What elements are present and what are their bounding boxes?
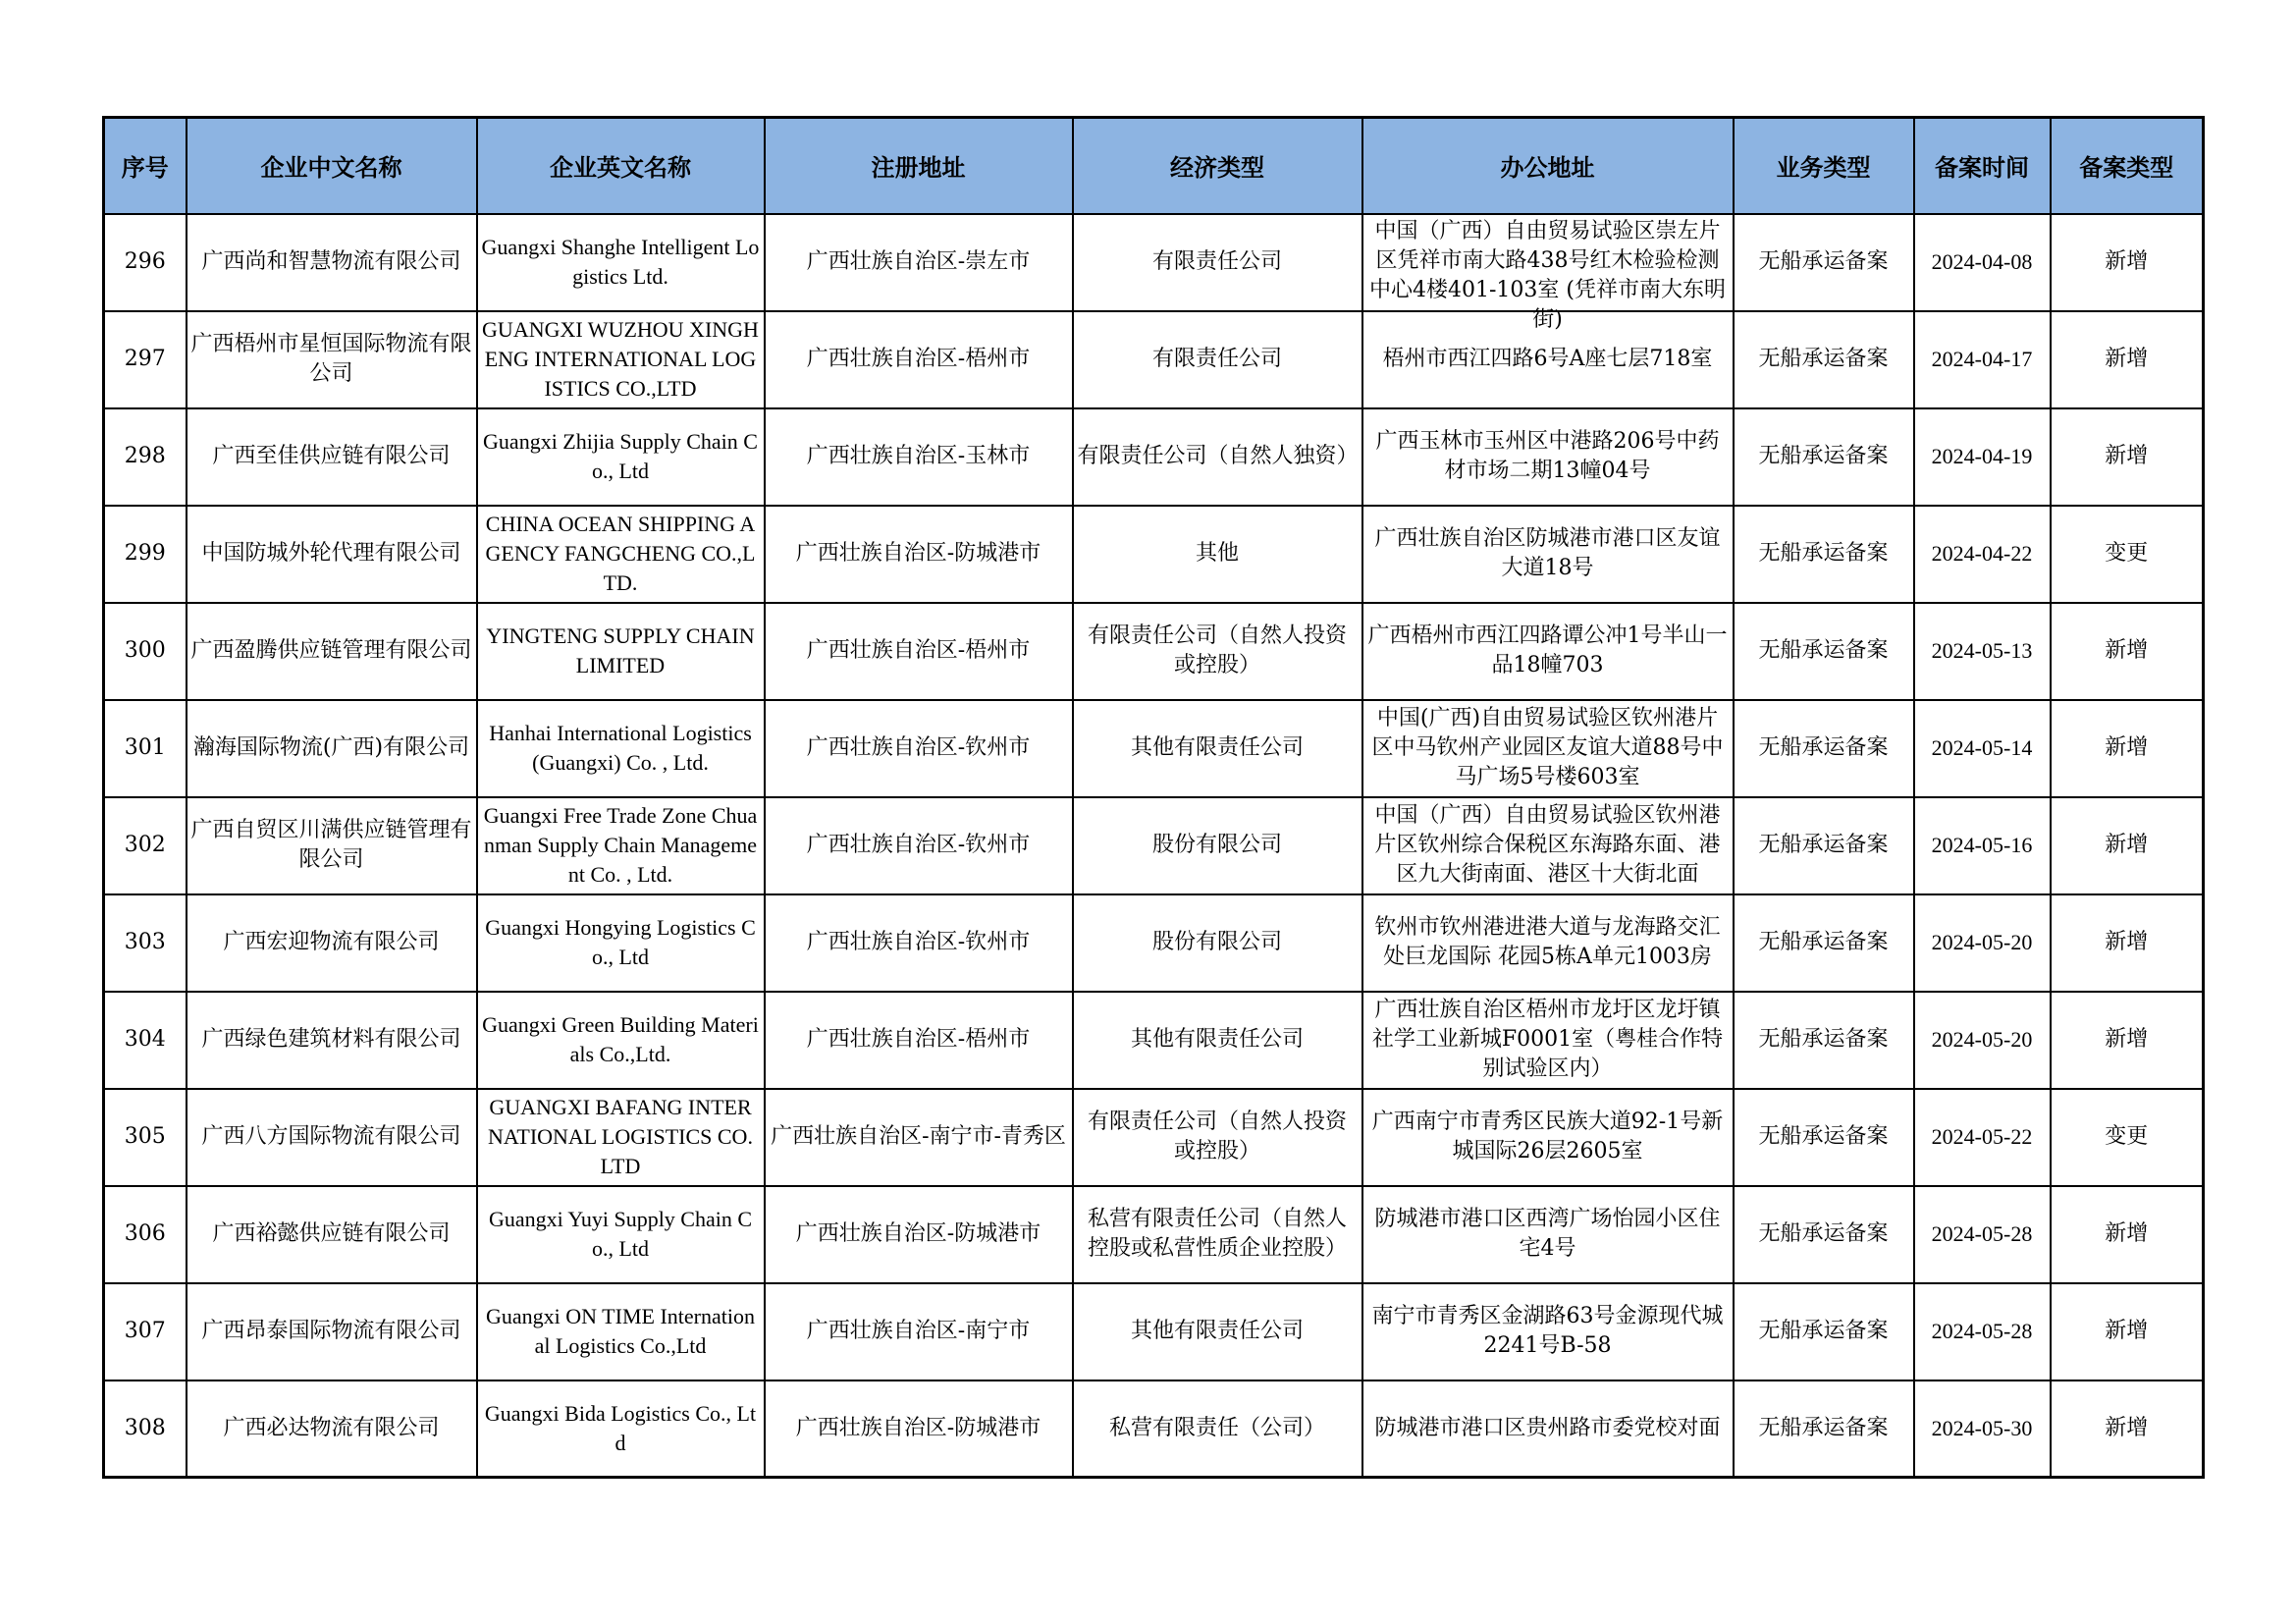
cell-biz-type xyxy=(1734,1186,1914,1283)
cell-cn-name xyxy=(187,797,477,894)
table-row xyxy=(104,894,2204,992)
cell-no-text: 296 xyxy=(124,249,166,274)
cell-date-text: 2024-05-28 xyxy=(1931,1319,2033,1343)
cell-office-addr xyxy=(1362,797,1734,894)
cell-filing-type xyxy=(2051,1186,2204,1283)
table-row xyxy=(104,506,2204,603)
cell-reg-addr-text: 广西壮族自治区-梧州市 xyxy=(806,1027,1031,1052)
cell-no xyxy=(104,894,187,992)
cell-econ-type-text: 其他有限责任公司 xyxy=(1130,735,1304,760)
cell-filing-type-text: 新增 xyxy=(2105,1319,2149,1343)
col-header-biz-type: 业务类型 xyxy=(1734,118,1914,214)
cell-no xyxy=(104,1089,187,1186)
cell-date xyxy=(1914,894,2051,992)
cell-office-addr-text: 防城港市港口区西湾广场怡园小区住宅4号 xyxy=(1374,1207,1721,1261)
cell-econ-type xyxy=(1073,603,1362,700)
cell-biz-type xyxy=(1734,894,1914,992)
cell-date-text: 2024-05-22 xyxy=(1931,1124,2033,1149)
cell-filing-type xyxy=(2051,311,2204,408)
cell-reg-addr xyxy=(765,894,1073,992)
cell-filing-type xyxy=(2051,700,2204,797)
cell-cn-name-text: 广西昂泰国际物流有限公司 xyxy=(201,1319,461,1343)
cell-office-addr xyxy=(1362,1380,1734,1478)
cell-office-addr xyxy=(1362,894,1734,992)
cell-no-text: 304 xyxy=(124,1027,166,1052)
table-row xyxy=(104,311,2204,408)
header-row xyxy=(104,118,2204,214)
col-header-reg-addr: 注册地址 xyxy=(765,118,1073,214)
cell-date-text: 2024-04-17 xyxy=(1931,347,2033,371)
cell-en-name xyxy=(477,506,765,603)
cell-filing-type xyxy=(2051,894,2204,992)
cell-office-addr xyxy=(1362,1186,1734,1283)
cell-cn-name xyxy=(187,700,477,797)
cell-en-name-text: Hanhai International Logistics (Guangxi) Co. , Ltd. xyxy=(489,721,752,775)
cell-reg-addr-text: 广西壮族自治区-防城港市 xyxy=(795,541,1041,566)
cell-en-name xyxy=(477,408,765,506)
cell-reg-addr xyxy=(765,700,1073,797)
cell-cn-name-text: 广西裕懿供应链有限公司 xyxy=(212,1221,451,1246)
cell-office-addr xyxy=(1362,603,1734,700)
cell-date xyxy=(1914,311,2051,408)
col-header-office-addr: 办公地址 xyxy=(1362,118,1734,214)
cell-biz-type xyxy=(1734,311,1914,408)
cell-reg-addr xyxy=(765,1186,1073,1283)
cell-cn-name-text: 广西至佳供应链有限公司 xyxy=(212,444,451,468)
cell-reg-addr-text: 广西壮族自治区-崇左市 xyxy=(806,249,1031,274)
cell-biz-type-text: 无船承运备案 xyxy=(1758,249,1889,274)
cell-reg-addr xyxy=(765,1089,1073,1186)
cell-en-name-text: GUANGXI WUZHOU XINGHENG INTERNATIONAL LOGISTICS CO.,LTD xyxy=(482,317,759,401)
cell-office-addr-text: 防城港市港口区贵州路市委党校对面 xyxy=(1374,1415,1721,1440)
cell-filing-type-text: 新增 xyxy=(2105,1027,2149,1052)
cell-office-addr-text: 广西梧州市西江四路谭公冲1号半山一品18幢703 xyxy=(1367,623,1728,677)
cell-no-text: 305 xyxy=(124,1124,166,1149)
cell-reg-addr xyxy=(765,214,1073,311)
cell-filing-type-text: 新增 xyxy=(2105,638,2149,663)
cell-en-name-text: CHINA OCEAN SHIPPING AGENCY FANGCHENG CO.,LTD. xyxy=(485,512,756,595)
cell-en-name xyxy=(477,1089,765,1186)
cell-biz-type-text: 无船承运备案 xyxy=(1758,1027,1889,1052)
cell-reg-addr-text: 广西壮族自治区-钦州市 xyxy=(806,930,1031,954)
cell-filing-type-text: 新增 xyxy=(2105,735,2149,760)
cell-date xyxy=(1914,408,2051,506)
col-header-filing-type: 备案类型 xyxy=(2051,118,2204,214)
cell-biz-type-text: 无船承运备案 xyxy=(1758,735,1889,760)
cell-office-addr xyxy=(1362,214,1734,332)
cell-date-text: 2024-04-08 xyxy=(1931,249,2033,274)
cell-filing-type xyxy=(2051,797,2204,894)
cell-cn-name xyxy=(187,992,477,1089)
cell-biz-type-text: 无船承运备案 xyxy=(1758,444,1889,468)
cell-biz-type xyxy=(1734,603,1914,700)
cell-reg-addr-text: 广西壮族自治区-防城港市 xyxy=(795,1221,1041,1246)
cell-econ-type xyxy=(1073,992,1362,1089)
cell-econ-type-text: 其他有限责任公司 xyxy=(1130,1027,1304,1052)
cell-reg-addr-text: 广西壮族自治区-梧州市 xyxy=(806,347,1031,371)
cell-date-text: 2024-04-22 xyxy=(1931,541,2033,566)
cell-no xyxy=(104,700,187,797)
cell-no-text: 300 xyxy=(124,638,166,663)
cell-reg-addr-text: 广西壮族自治区-南宁市 xyxy=(806,1319,1031,1343)
cell-biz-type xyxy=(1734,214,1914,311)
cell-econ-type xyxy=(1073,506,1362,603)
cell-no-text: 308 xyxy=(124,1415,166,1440)
cell-cn-name-text: 广西宏迎物流有限公司 xyxy=(223,930,440,954)
cell-no-text: 301 xyxy=(124,735,166,760)
cell-date xyxy=(1914,797,2051,894)
cell-econ-type-text: 股份有限公司 xyxy=(1151,833,1282,857)
cell-en-name xyxy=(477,894,765,992)
col-header-cn-name: 企业中文名称 xyxy=(187,118,477,214)
cell-econ-type-text: 有限责任公司（自然人投资或控股） xyxy=(1087,1110,1347,1164)
cell-cn-name-text: 瀚海国际物流(广西)有限公司 xyxy=(192,735,470,760)
cell-office-addr-text: 广西南宁市青秀区民族大道92-1号新城国际26层2605室 xyxy=(1371,1110,1724,1164)
cell-econ-type xyxy=(1073,894,1362,992)
cell-no xyxy=(104,1380,187,1478)
cell-date xyxy=(1914,1186,2051,1283)
cell-no-text: 306 xyxy=(124,1221,166,1246)
cell-cn-name-text: 中国防城外轮代理有限公司 xyxy=(201,541,461,566)
cell-date-text: 2024-05-30 xyxy=(1931,1415,2033,1440)
cell-filing-type xyxy=(2051,408,2204,506)
cell-reg-addr xyxy=(765,1283,1073,1380)
cell-cn-name xyxy=(187,603,477,700)
cell-econ-type-text: 股份有限公司 xyxy=(1151,930,1282,954)
cell-en-name-text: Guangxi Zhijia Supply Chain Co., Ltd xyxy=(483,429,758,483)
cell-cn-name xyxy=(187,1380,477,1478)
cell-en-name-text: Guangxi Free Trade Zone Chuanman Supply Chain Management Co. , Ltd. xyxy=(483,803,758,887)
cell-date xyxy=(1914,700,2051,797)
cell-en-name-text: YINGTENG SUPPLY CHAIN LIMITED xyxy=(486,623,755,677)
cell-biz-type xyxy=(1734,992,1914,1089)
cell-cn-name xyxy=(187,506,477,603)
cell-reg-addr xyxy=(765,797,1073,894)
cell-en-name xyxy=(477,992,765,1089)
cell-reg-addr-text: 广西壮族自治区-玉林市 xyxy=(806,444,1031,468)
cell-cn-name-text: 广西必达物流有限公司 xyxy=(223,1415,440,1440)
cell-biz-type-text: 无船承运备案 xyxy=(1758,541,1889,566)
cell-no-text: 307 xyxy=(124,1319,166,1343)
col-header-econ-type: 经济类型 xyxy=(1073,118,1362,214)
cell-biz-type-text: 无船承运备案 xyxy=(1758,1124,1889,1149)
cell-office-addr-text: 广西壮族自治区防城港市港口区友谊大道18号 xyxy=(1374,526,1721,580)
cell-date-text: 2024-05-28 xyxy=(1931,1221,2033,1246)
cell-office-addr xyxy=(1362,506,1734,603)
cell-econ-type xyxy=(1073,1186,1362,1283)
cell-date-text: 2024-04-19 xyxy=(1931,444,2033,468)
cell-biz-type-text: 无船承运备案 xyxy=(1758,347,1889,371)
cell-date xyxy=(1914,1380,2051,1478)
cell-en-name-text: Guangxi Shanghe Intelligent Logistics Ltd. xyxy=(481,235,760,289)
cell-filing-type xyxy=(2051,1283,2204,1380)
cell-reg-addr xyxy=(765,311,1073,408)
cell-date-text: 2024-05-20 xyxy=(1931,930,2033,954)
cell-filing-type xyxy=(2051,214,2204,311)
cell-office-addr-text: 钦州市钦州港进港大道与龙海路交汇处巨龙国际 花园5栋A单元1003房 xyxy=(1374,915,1721,969)
cell-cn-name xyxy=(187,1089,477,1186)
cell-en-name-text: Guangxi Bida Logistics Co., Ltd xyxy=(484,1400,757,1455)
cell-reg-addr-text: 广西壮族自治区-钦州市 xyxy=(806,735,1031,760)
cell-filing-type-text: 变更 xyxy=(2105,1124,2149,1149)
cell-biz-type-text: 无船承运备案 xyxy=(1758,833,1889,857)
cell-biz-type xyxy=(1734,1283,1914,1380)
cell-econ-type-text: 私营有限责任公司（自然人控股或私营性质企业控股） xyxy=(1087,1207,1347,1261)
table-row xyxy=(104,797,2204,894)
cell-reg-addr xyxy=(765,992,1073,1089)
cell-no xyxy=(104,311,187,408)
cell-cn-name-text: 广西尚和智慧物流有限公司 xyxy=(201,249,461,274)
cell-office-addr-text: 梧州市西江四路6号A座七层718室 xyxy=(1382,347,1713,371)
cell-biz-type-text: 无船承运备案 xyxy=(1758,930,1889,954)
cell-office-addr xyxy=(1362,408,1734,506)
cell-no xyxy=(104,214,187,311)
cell-biz-type-text: 无船承运备案 xyxy=(1758,1221,1889,1246)
cell-date xyxy=(1914,214,2051,311)
cell-office-addr-text: 南宁市青秀区金湖路63号金源现代城2241号B-58 xyxy=(1371,1304,1724,1358)
cell-office-addr xyxy=(1362,1283,1734,1380)
cell-en-name xyxy=(477,603,765,700)
cell-en-name xyxy=(477,1283,765,1380)
cell-filing-type-text: 新增 xyxy=(2105,444,2149,468)
cell-cn-name xyxy=(187,408,477,506)
cell-en-name-text: Guangxi Yuyi Supply Chain Co., Ltd xyxy=(488,1207,753,1261)
cell-date-text: 2024-05-20 xyxy=(1931,1027,2033,1052)
cell-econ-type xyxy=(1073,700,1362,797)
cell-no xyxy=(104,1186,187,1283)
col-header-no: 序号 xyxy=(104,118,187,214)
cell-biz-type xyxy=(1734,1089,1914,1186)
cell-no xyxy=(104,506,187,603)
cell-no xyxy=(104,797,187,894)
col-header-date: 备案时间 xyxy=(1914,118,2051,214)
cell-cn-name xyxy=(187,1283,477,1380)
cell-office-addr xyxy=(1362,992,1734,1089)
cell-en-name xyxy=(477,700,765,797)
cell-econ-type-text: 私营有限责任（公司） xyxy=(1108,1415,1325,1440)
cell-reg-addr xyxy=(765,1380,1073,1478)
cell-biz-type xyxy=(1734,408,1914,506)
cell-cn-name xyxy=(187,894,477,992)
cell-biz-type xyxy=(1734,506,1914,603)
cell-filing-type xyxy=(2051,1380,2204,1478)
cell-econ-type-text: 其他有限责任公司 xyxy=(1130,1319,1304,1343)
cell-no xyxy=(104,408,187,506)
cell-date-text: 2024-05-13 xyxy=(1931,638,2033,663)
cell-office-addr-text: 中国(广西)自由贸易试验区钦州港片区中马钦州产业园区友谊大道88号中马广场5号楼603室 xyxy=(1371,706,1724,789)
cell-cn-name-text: 广西盈腾供应链管理有限公司 xyxy=(190,638,472,663)
cell-reg-addr xyxy=(765,603,1073,700)
cell-date-text: 2024-05-14 xyxy=(1931,735,2033,760)
cell-no xyxy=(104,992,187,1089)
cell-date xyxy=(1914,1089,2051,1186)
cell-office-addr-text: 中国（广西）自由贸易试验区钦州港片区钦州综合保税区东海路东面、港区九大街南面、港区十大街北面 xyxy=(1374,803,1721,887)
cell-en-name xyxy=(477,214,765,311)
cell-reg-addr-text: 广西壮族自治区-梧州市 xyxy=(806,638,1031,663)
cell-filing-type-text: 新增 xyxy=(2105,1415,2149,1440)
cell-no-text: 302 xyxy=(124,833,166,857)
cell-reg-addr-text: 广西壮族自治区-防城港市 xyxy=(795,1415,1041,1440)
cell-en-name xyxy=(477,1380,765,1478)
registry-table xyxy=(102,116,2205,1479)
cell-date xyxy=(1914,603,2051,700)
cell-filing-type-text: 新增 xyxy=(2105,1221,2149,1246)
cell-reg-addr-text: 广西壮族自治区-南宁市-青秀区 xyxy=(771,1124,1066,1149)
cell-en-name xyxy=(477,311,765,408)
cell-en-name xyxy=(477,797,765,894)
cell-cn-name-text: 广西八方国际物流有限公司 xyxy=(201,1124,461,1149)
cell-econ-type xyxy=(1073,1089,1362,1186)
cell-no-text: 298 xyxy=(124,444,166,468)
cell-cn-name-text: 广西梧州市星恒国际物流有限公司 xyxy=(190,332,472,386)
table-row xyxy=(104,1380,2204,1478)
cell-biz-type xyxy=(1734,700,1914,797)
cell-reg-addr xyxy=(765,506,1073,603)
cell-office-addr-text: 广西玉林市玉州区中港路206号中药材市场二期13幢04号 xyxy=(1375,429,1720,483)
cell-office-addr xyxy=(1362,700,1734,797)
cell-date xyxy=(1914,1283,2051,1380)
table-body xyxy=(104,214,2204,1478)
cell-filing-type xyxy=(2051,603,2204,700)
cell-econ-type-text: 有限责任公司 xyxy=(1151,249,1282,274)
cell-filing-type-text: 新增 xyxy=(2105,930,2149,954)
cell-biz-type-text: 无船承运备案 xyxy=(1758,638,1889,663)
cell-filing-type-text: 新增 xyxy=(2105,249,2149,274)
cell-econ-type-text: 有限责任公司 xyxy=(1151,347,1282,371)
cell-econ-type-text: 有限责任公司（自然人独资） xyxy=(1077,444,1359,468)
cell-en-name-text: Guangxi ON TIME International Logistics Co.,Ltd xyxy=(486,1304,755,1358)
cell-en-name-text: Guangxi Hongying Logistics Co., Ltd xyxy=(485,915,756,969)
table-row xyxy=(104,214,2204,311)
cell-cn-name xyxy=(187,311,477,408)
cell-reg-addr-text: 广西壮族自治区-钦州市 xyxy=(806,833,1031,857)
cell-date xyxy=(1914,506,2051,603)
table-row xyxy=(104,408,2204,506)
cell-date-text: 2024-05-16 xyxy=(1931,833,2033,857)
cell-en-name-text: Guangxi Green Building Materials Co.,Ltd. xyxy=(482,1012,759,1066)
cell-filing-type xyxy=(2051,1089,2204,1186)
cell-date xyxy=(1914,992,2051,1089)
cell-econ-type xyxy=(1073,408,1362,506)
table-row xyxy=(104,603,2204,700)
col-header-en-name: 企业英文名称 xyxy=(477,118,765,214)
cell-biz-type-text: 无船承运备案 xyxy=(1758,1415,1889,1440)
cell-no-text: 303 xyxy=(124,930,166,954)
cell-en-name-text: GUANGXI BAFANG INTERNATIONAL LOGISTICS CO.LTD xyxy=(488,1095,753,1178)
cell-no xyxy=(104,1283,187,1380)
cell-cn-name xyxy=(187,214,477,311)
cell-office-addr-text: 中国（广西）自由贸易试验区崇左片区凭祥市南大路438号红木检验检测中心4楼401-103室 (凭祥市南大东明街) xyxy=(1369,219,1726,332)
cell-no-text: 297 xyxy=(124,347,166,371)
cell-biz-type xyxy=(1734,797,1914,894)
cell-biz-type xyxy=(1734,1380,1914,1478)
table-row xyxy=(104,1283,2204,1380)
table-row xyxy=(104,1089,2204,1186)
cell-reg-addr xyxy=(765,408,1073,506)
cell-cn-name xyxy=(187,1186,477,1283)
cell-econ-type-text: 有限责任公司（自然人投资或控股） xyxy=(1087,623,1347,677)
cell-econ-type xyxy=(1073,311,1362,408)
cell-econ-type xyxy=(1073,214,1362,311)
cell-biz-type-text: 无船承运备案 xyxy=(1758,1319,1889,1343)
cell-office-addr-text: 广西壮族自治区梧州市龙圩区龙圩镇社学工业新城F0001室（粤桂合作特别试验区内） xyxy=(1371,998,1724,1081)
cell-office-addr xyxy=(1362,1089,1734,1186)
cell-econ-type xyxy=(1073,797,1362,894)
cell-econ-type xyxy=(1073,1380,1362,1478)
table-row xyxy=(104,992,2204,1089)
table-row xyxy=(104,700,2204,797)
cell-filing-type xyxy=(2051,992,2204,1089)
table-row xyxy=(104,1186,2204,1283)
cell-no xyxy=(104,603,187,700)
cell-filing-type-text: 新增 xyxy=(2105,833,2149,857)
cell-econ-type xyxy=(1073,1283,1362,1380)
cell-filing-type xyxy=(2051,506,2204,603)
cell-no-text: 299 xyxy=(124,541,166,566)
cell-econ-type-text: 其他 xyxy=(1195,541,1239,566)
cell-filing-type-text: 变更 xyxy=(2105,541,2149,566)
cell-cn-name-text: 广西自贸区川满供应链管理有限公司 xyxy=(190,818,472,872)
cell-cn-name-text: 广西绿色建筑材料有限公司 xyxy=(201,1027,461,1052)
cell-en-name xyxy=(477,1186,765,1283)
cell-filing-type-text: 新增 xyxy=(2105,347,2149,371)
